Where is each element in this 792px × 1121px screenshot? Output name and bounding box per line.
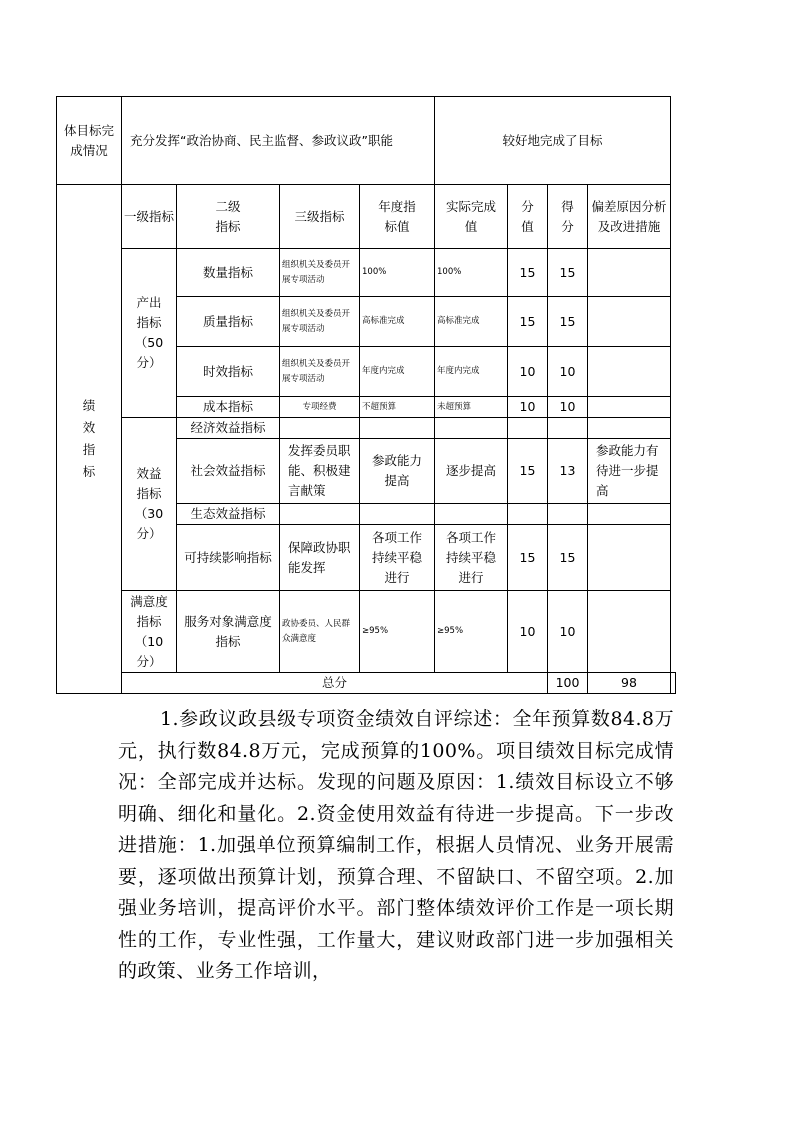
row-actual — [435, 504, 508, 525]
row-target — [360, 504, 435, 525]
row-level2: 质量指标 — [177, 297, 280, 347]
row-level3 — [280, 418, 360, 439]
row-deviation — [588, 397, 671, 418]
row-level2: 服务对象满意度指标 — [177, 591, 280, 673]
row-actual: 逐步提高 — [435, 439, 508, 504]
row-deviation — [588, 525, 671, 591]
row-value: 10 — [508, 347, 548, 397]
row-value — [508, 418, 548, 439]
row-actual — [435, 418, 508, 439]
row-score: 10 — [548, 347, 588, 397]
row-deviation: 参政能力有待进一步提高 — [588, 439, 671, 504]
header-annual-target: 年度指标值 — [360, 185, 435, 249]
header-deviation: 偏差原因分析及改进措施 — [588, 185, 671, 249]
row-value: 15 — [508, 525, 548, 591]
goal-content: 充分发挥“政治协商、民主监督、参政议政”职能 — [122, 97, 435, 185]
group-benefit: 效益指标（30分） — [122, 418, 177, 591]
total-score: 98 — [588, 673, 671, 694]
row-target: 参政能力提高 — [360, 439, 435, 504]
row-score — [548, 504, 588, 525]
row-level2: 社会效益指标 — [177, 439, 280, 504]
row-level3: 专项经费 — [280, 397, 360, 418]
group-satisfaction: 满意度指标（10分） — [122, 591, 177, 673]
row-deviation — [588, 504, 671, 525]
summary-paragraph: 1.参政议政县级专项资金绩效自评综述：全年预算数84.8万元，执行数84.8万元，完成预算的100%。项目绩效目标完成情况：全部完成并达标。发现的问题及原因：1.绩效目标设立不够明确、细化和量化。2.资金使用效益有待进一步提高。下一步改进措施：1.加强单位预算编制工作，根据人员情况、业务开展需要，逐项做出预算计划，预算合理、不留缺口、不留空项。2.加强业务培训，提高评价水平。部门整体绩效评价工作是一项长期性的工作，专业性强，工作量大，建议财政部门进一步加强相关的政策、业务工作培训， — [118, 708, 674, 982]
header-score: 得分 — [548, 185, 588, 249]
header-level1: 一级指标 — [122, 185, 177, 249]
row-level3: 政协委员、人民群众满意度 — [280, 591, 360, 673]
row-score: 10 — [548, 591, 588, 673]
total-value: 100 — [548, 673, 588, 694]
total-label: 总分 — [122, 673, 548, 694]
row-level3: 组织机关及委员开展专项活动 — [280, 249, 360, 297]
row-target: 100% — [360, 249, 435, 297]
row-level2: 成本指标 — [177, 397, 280, 418]
row-actual: 100% — [435, 249, 508, 297]
perf-indicator-label: 绩效指标 — [57, 185, 122, 694]
row-score: 15 — [548, 525, 588, 591]
row-score: 15 — [548, 297, 588, 347]
row-actual: 高标准完成 — [435, 297, 508, 347]
row-value: 10 — [508, 591, 548, 673]
row-value: 15 — [508, 297, 548, 347]
row-target: 高标准完成 — [360, 297, 435, 347]
row-level3: 发挥委员职能、积极建言献策 — [280, 439, 360, 504]
row-level2: 生态效益指标 — [177, 504, 280, 525]
row-value: 15 — [508, 439, 548, 504]
header-score-value: 分值 — [508, 185, 548, 249]
row-target: ≥95% — [360, 591, 435, 673]
header-level3: 三级指标 — [280, 185, 360, 249]
group-output: 产出指标（50分） — [122, 249, 177, 418]
row-deviation — [588, 297, 671, 347]
goal-result: 较好地完成了目标 — [435, 97, 671, 185]
header-actual: 实际完成值 — [435, 185, 508, 249]
row-target: 不超预算 — [360, 397, 435, 418]
header-level2: 二级指标 — [177, 185, 280, 249]
row-actual: 年度内完成 — [435, 347, 508, 397]
row-value — [508, 504, 548, 525]
row-level3: 组织机关及委员开展专项活动 — [280, 347, 360, 397]
performance-table — [56, 96, 676, 694]
row-score: 15 — [548, 249, 588, 297]
row-level3 — [280, 504, 360, 525]
row-score: 10 — [548, 397, 588, 418]
row-deviation — [588, 418, 671, 439]
row-score: 13 — [548, 439, 588, 504]
row-value: 15 — [508, 249, 548, 297]
row-deviation — [588, 249, 671, 297]
goal-label: 体目标完成情况 — [57, 97, 122, 185]
row-actual: ≥95% — [435, 591, 508, 673]
row-level2: 可持续影响指标 — [177, 525, 280, 591]
row-target — [360, 418, 435, 439]
row-level2: 经济效益指标 — [177, 418, 280, 439]
row-deviation — [588, 347, 671, 397]
row-score — [548, 418, 588, 439]
row-level2: 时效指标 — [177, 347, 280, 397]
row-level3: 保障政协职能发挥 — [280, 525, 360, 591]
total-deviation — [671, 673, 676, 694]
row-level3: 组织机关及委员开展专项活动 — [280, 297, 360, 347]
row-actual: 各项工作持续平稳进行 — [435, 525, 508, 591]
row-actual: 未超预算 — [435, 397, 508, 418]
row-deviation — [588, 591, 671, 673]
row-target: 年度内完成 — [360, 347, 435, 397]
row-value: 10 — [508, 397, 548, 418]
row-target: 各项工作持续平稳进行 — [360, 525, 435, 591]
row-level2: 数量指标 — [177, 249, 280, 297]
